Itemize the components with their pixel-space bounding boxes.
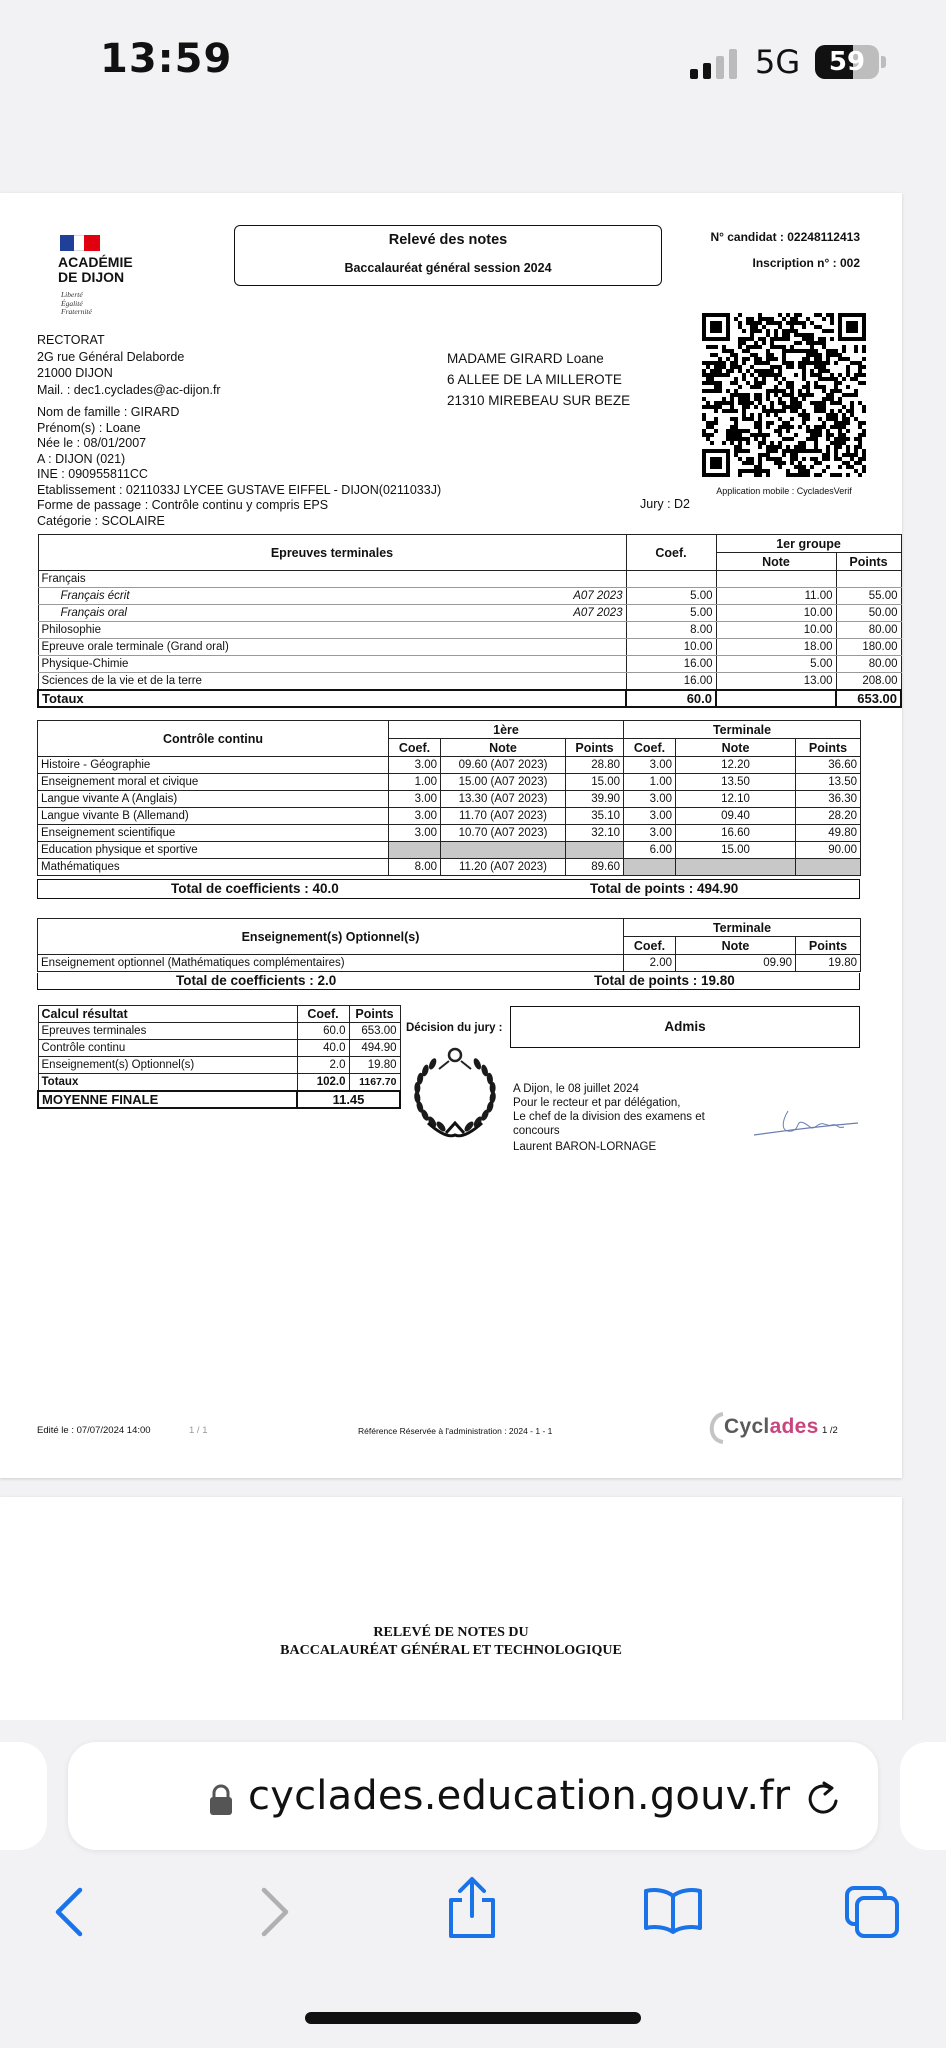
page-fraction: 1 / 1 [189, 1425, 208, 1436]
cell-c1: 3.00 [389, 825, 441, 842]
subject-cell [38, 639, 626, 656]
calcul-table [37, 1005, 401, 1109]
cc-coef1-header: Coef. [389, 739, 441, 757]
cell-c2: 6.00 [624, 842, 676, 859]
cell-c1: 3.00 [389, 757, 441, 774]
inscription-number: Inscription n° : 002 [752, 256, 860, 270]
cell-note: 10.00 [716, 622, 836, 639]
table-row [38, 656, 901, 673]
cell-c1: 3.00 [389, 808, 441, 825]
cell-n2: 09.40 [676, 808, 796, 825]
marianne-logo [60, 235, 100, 251]
calc-label: Contrôle continu [38, 1040, 297, 1057]
table-row [38, 1057, 400, 1074]
qr-modules [702, 313, 866, 477]
candidate-line: Nom de famille : GIRARD [37, 405, 180, 419]
cc-term-header: Terminale [624, 721, 861, 739]
battery-cap [881, 56, 886, 68]
totals-label: Totaux [38, 690, 626, 707]
calc-coef: 2.0 [297, 1057, 349, 1074]
table-row [38, 757, 861, 774]
qr-code [702, 313, 866, 477]
battery-icon [815, 45, 879, 79]
jury: Jury : D2 [640, 497, 691, 511]
cc-title: Contrôle continu [38, 721, 389, 757]
cell-p1: 15.00 [566, 774, 624, 791]
academy-line2: DE DIJON [58, 269, 125, 285]
table-row [38, 1040, 400, 1057]
subject-cell [38, 622, 626, 639]
cell-p1: 28.80 [566, 757, 624, 774]
page2-line: RELEVÉ DE NOTES DU [373, 1625, 529, 1640]
opt-subject: Enseignement optionnel (Mathématiques complémentaires) [38, 955, 624, 972]
subject-name: Mathématiques [38, 859, 389, 876]
brand-part: ades [769, 1415, 819, 1438]
cc-note1-header: Note [441, 739, 566, 757]
forward-icon[interactable] [258, 1886, 292, 1938]
terminales-coef-header: Coef. [626, 535, 716, 571]
cell-c1: 1.00 [389, 774, 441, 791]
cell-c1 [389, 842, 441, 859]
cc-total-coef: Total de coefficients : 40.0 [171, 881, 339, 896]
cell-p2: 13.50 [796, 774, 861, 791]
network-type: 5G [755, 43, 801, 81]
cell-c2: 1.00 [624, 774, 676, 791]
session-label: A07 2023 [573, 607, 623, 619]
rectorat-line: Mail. : dec1.cyclades@ac-dijon.fr [37, 382, 221, 397]
session-label: A07 2023 [573, 590, 623, 602]
page2-title [0, 1624, 902, 1660]
calc-points: 1167.70 [349, 1074, 400, 1091]
moyenne-row [38, 1091, 400, 1108]
candidate-number: N° candidat : 02248112413 [710, 230, 860, 244]
cc-first-header: 1ère [389, 721, 624, 739]
subject-name: Education physique et sportive [38, 842, 389, 859]
page-number: 1 /2 [822, 1425, 838, 1436]
battery-level: 59 [828, 47, 866, 77]
cell-p2 [796, 859, 861, 876]
cell-n1 [441, 842, 566, 859]
rectorat-line: RECTORAT [37, 333, 105, 347]
calc-points: 653.00 [349, 1023, 400, 1040]
cc-coef2-header: Coef. [624, 739, 676, 757]
page2-line: BACCALAURÉAT GÉNÉRAL ET TECHNOLOGIQUE [280, 1643, 622, 1658]
calc-label: Enseignement(s) Optionnel(s) [38, 1057, 297, 1074]
status-bar [0, 0, 946, 114]
cell-n2 [676, 859, 796, 876]
opt-points-header: Points [796, 937, 861, 955]
cell-coef: 16.00 [626, 673, 716, 690]
table-row [38, 1023, 400, 1040]
laurel-leaf [427, 1057, 437, 1070]
document-page-1 [0, 193, 902, 1478]
reload-icon[interactable] [804, 1779, 844, 1819]
table-row [38, 622, 901, 639]
motto [61, 291, 92, 317]
cell-p1: 35.10 [566, 808, 624, 825]
cell-p1 [566, 842, 624, 859]
calc-coef: 40.0 [297, 1040, 349, 1057]
calc-coef: 102.0 [297, 1074, 349, 1091]
cell-p2: 90.00 [796, 842, 861, 859]
cell-n2: 12.20 [676, 757, 796, 774]
table-row [38, 673, 901, 690]
cell-note: 5.00 [716, 656, 836, 673]
decision-label: Décision du jury : [406, 1022, 503, 1034]
cell-points: 55.00 [836, 588, 901, 605]
laurel-leaf [472, 1057, 482, 1070]
calc-points-header: Points [349, 1006, 400, 1023]
cell-n1: 11.20 (A07 2023) [441, 859, 566, 876]
cell-p2: 36.60 [796, 757, 861, 774]
edited-date: Edité le : 07/07/2024 14:00 [37, 1425, 151, 1436]
academy-line1: ACADÉMIE [58, 254, 133, 270]
calc-label: Epreuves terminales [38, 1023, 297, 1040]
subject-name: Enseignement scientifique [38, 825, 389, 842]
cc-totals-row [37, 879, 860, 899]
document-subtitle: Baccalauréat général session 2024 [344, 261, 552, 275]
totals-note [716, 690, 836, 707]
back-icon[interactable] [52, 1886, 86, 1938]
cell-coef: 8.00 [626, 622, 716, 639]
cc-total-points: Total de points : 494.90 [590, 881, 739, 896]
cyclades-swoosh-icon [705, 1410, 725, 1446]
handwritten-signature [752, 1101, 862, 1143]
opt-note: 09.90 [676, 955, 796, 972]
cell-note: 10.00 [716, 605, 836, 622]
subject-cell [38, 571, 626, 588]
cell-n2: 13.50 [676, 774, 796, 791]
candidate-line: A : DIJON (021) [37, 451, 126, 466]
opt-term-header: Terminale [624, 919, 861, 937]
laurel-seal [406, 1045, 504, 1141]
cell-coef: 16.00 [626, 656, 716, 673]
rectorat-address [37, 332, 221, 398]
cell-points: 50.00 [836, 605, 901, 622]
opt-coef: 2.00 [624, 955, 676, 972]
next-tab-preview[interactable] [900, 1742, 946, 1850]
table-row [38, 588, 901, 605]
candidate-line: Etablissement : 0211033J LYCEE GUSTAVE EIFFEL - DIJON(0211033J) [37, 482, 442, 497]
delegation-line: concours [513, 1125, 560, 1137]
cell-note: 18.00 [716, 639, 836, 656]
cyclades-brand [724, 1415, 819, 1439]
opt-points: 19.80 [796, 955, 861, 972]
totals-points: 653.00 [836, 690, 901, 707]
signatory: Laurent BARON-LORNAGE [513, 1141, 657, 1153]
cell-c2: 3.00 [624, 791, 676, 808]
tabs-icon[interactable] [843, 1884, 901, 1940]
cc-points1-header: Points [566, 739, 624, 757]
delegation-line: Le chef de la division des examens et [513, 1111, 705, 1123]
cell-p2: 36.30 [796, 791, 861, 808]
totals-row [38, 690, 901, 707]
recipient-line: MADAME GIRARD Loane [447, 351, 604, 366]
cell-note [716, 571, 836, 588]
opt-total-coef: Total de coefficients : 2.0 [176, 973, 337, 988]
cell-coef: 5.00 [626, 605, 716, 622]
table-row [38, 571, 901, 588]
cell-c2: 3.00 [624, 757, 676, 774]
subject-name: Langue vivante B (Allemand) [38, 808, 389, 825]
subject-name: Français oral [60, 607, 127, 619]
cell-coef: 10.00 [626, 639, 716, 656]
cell-n2: 16.60 [676, 825, 796, 842]
cellular-signal-icon [690, 49, 742, 79]
candidate-line: Forme de passage : Contrôle continu y compris EPS [37, 498, 329, 512]
table-row [38, 639, 901, 656]
table-row [38, 859, 861, 876]
cell-p2: 49.80 [796, 825, 861, 842]
table-row [38, 1074, 400, 1091]
calc-points: 19.80 [349, 1057, 400, 1074]
subject-name: Philosophie [41, 624, 101, 636]
cc-points2-header: Points [796, 739, 861, 757]
place-date: A Dijon, le 08 juillet 2024 [513, 1083, 639, 1095]
cell-c2: 3.00 [624, 808, 676, 825]
opt-title: Enseignement(s) Optionnel(s) [38, 919, 624, 955]
cell-n1: 15.00 (A07 2023) [441, 774, 566, 791]
candidate-line: Catégorie : SCOLAIRE [37, 513, 165, 528]
bookmarks-icon[interactable] [642, 1886, 704, 1934]
cell-coef: 5.00 [626, 588, 716, 605]
moyenne-label: MOYENNE FINALE [38, 1091, 297, 1108]
cell-note: 13.00 [716, 673, 836, 690]
cc-note2-header: Note [676, 739, 796, 757]
cell-c1: 8.00 [389, 859, 441, 876]
cell-n1: 11.70 (A07 2023) [441, 808, 566, 825]
recipient-line: 6 ALLEE DE LA MILLEROTE [447, 372, 622, 387]
recipient-line: 21310 MIREBEAU SUR BEZE [447, 393, 631, 408]
cell-p1: 89.60 [566, 859, 624, 876]
cell-points: 208.00 [836, 673, 901, 690]
optionnel-table [37, 918, 861, 972]
table-row [38, 842, 861, 859]
calc-coef: 60.0 [297, 1023, 349, 1040]
table-row [38, 774, 861, 791]
table-row [38, 825, 861, 842]
opt-total-points: Total de points : 19.80 [594, 973, 735, 988]
table-row [38, 605, 901, 622]
subject-name: Langue vivante A (Anglais) [38, 791, 389, 808]
points-header: Points [836, 553, 901, 571]
controle-continu-table [37, 720, 861, 876]
cell-points [836, 571, 901, 588]
totals-coef: 60.0 [626, 690, 716, 707]
group-header: 1er groupe [716, 535, 901, 553]
cell-coef [626, 571, 716, 588]
calc-title: Calcul résultat [38, 1006, 297, 1023]
cell-n2: 15.00 [676, 842, 796, 859]
app-label: Application mobile : CycladesVerif [716, 486, 852, 496]
subject-name: Français écrit [60, 590, 130, 602]
cell-n1: 09.60 (A07 2023) [441, 757, 566, 774]
table-row [38, 955, 861, 972]
calc-label: Totaux [38, 1074, 297, 1091]
title-box [234, 225, 662, 286]
table-row [38, 791, 861, 808]
cell-p1: 32.10 [566, 825, 624, 842]
cell-n1: 13.30 (A07 2023) [441, 791, 566, 808]
home-indicator [305, 2012, 641, 2024]
subject-cell [38, 588, 626, 605]
brand-part: Cycl [724, 1415, 770, 1438]
url-text[interactable]: cyclades.education.gouv.fr [248, 1773, 791, 1819]
signature-block [513, 1082, 705, 1154]
cell-p1: 39.90 [566, 791, 624, 808]
subject-cell [38, 673, 626, 690]
share-icon[interactable] [445, 1876, 499, 1940]
subject-name: Enseignement moral et civique [38, 774, 389, 791]
opt-coef-header: Coef. [624, 937, 676, 955]
cell-p2: 28.20 [796, 808, 861, 825]
rectorat-line: 21000 DIJON [37, 366, 113, 380]
clock: 13:59 [100, 36, 233, 82]
terminales-table [37, 534, 902, 708]
cell-c1: 3.00 [389, 791, 441, 808]
decision-value: Admis [510, 1006, 860, 1048]
cell-points: 180.00 [836, 639, 901, 656]
previous-tab-preview[interactable] [0, 1742, 47, 1850]
cell-c2 [624, 859, 676, 876]
subject-cell [38, 605, 626, 622]
calc-points: 494.90 [349, 1040, 400, 1057]
motto-line: Fraternité [61, 307, 92, 316]
recipient-address [447, 348, 630, 411]
document-page-2 [0, 1497, 902, 1721]
academy-name [58, 255, 133, 285]
subject-name: Sciences de la vie et de la terre [41, 674, 202, 687]
document-title: Relevé des notes [388, 232, 508, 248]
admin-reference: Référence Réservée à l'administration : 2024 - 1 - 1 [358, 1426, 553, 1436]
rectorat-line: 2G rue Général Delaborde [37, 349, 185, 364]
candidate-line: Prénom(s) : Loane [37, 420, 141, 435]
motto-line: Égalité [61, 298, 83, 308]
terminales-title: Epreuves terminales [38, 535, 626, 571]
candidate-line: Née le : 08/01/2007 [37, 436, 147, 450]
delegation-line: Pour le recteur et par délégation, [513, 1097, 681, 1109]
calc-coef-header: Coef. [297, 1006, 349, 1023]
opt-totals-row [37, 973, 860, 990]
subject-name: Physique-Chimie [41, 658, 129, 670]
cell-n2: 12.10 [676, 791, 796, 808]
subject-name: Epreuve orale terminale (Grand oral) [41, 641, 229, 653]
cell-points: 80.00 [836, 622, 901, 639]
note-header: Note [716, 553, 836, 571]
candidate-line: INE : 090955811CC [37, 467, 148, 481]
cell-c2: 3.00 [624, 825, 676, 842]
moyenne-value: 11.45 [297, 1091, 400, 1108]
opt-note-header: Note [676, 937, 796, 955]
cyclades-logo [705, 1410, 819, 1446]
motto-line: Liberté [61, 290, 83, 299]
subject-name: Histoire - Géographie [38, 757, 389, 774]
candidate-info [37, 405, 441, 529]
cell-points: 80.00 [836, 656, 901, 673]
lock-icon [209, 1784, 233, 1816]
cell-n1: 10.70 (A07 2023) [441, 825, 566, 842]
subject-cell [38, 656, 626, 673]
subject-name: Français [41, 573, 86, 585]
cell-note: 11.00 [716, 588, 836, 605]
table-row [38, 808, 861, 825]
